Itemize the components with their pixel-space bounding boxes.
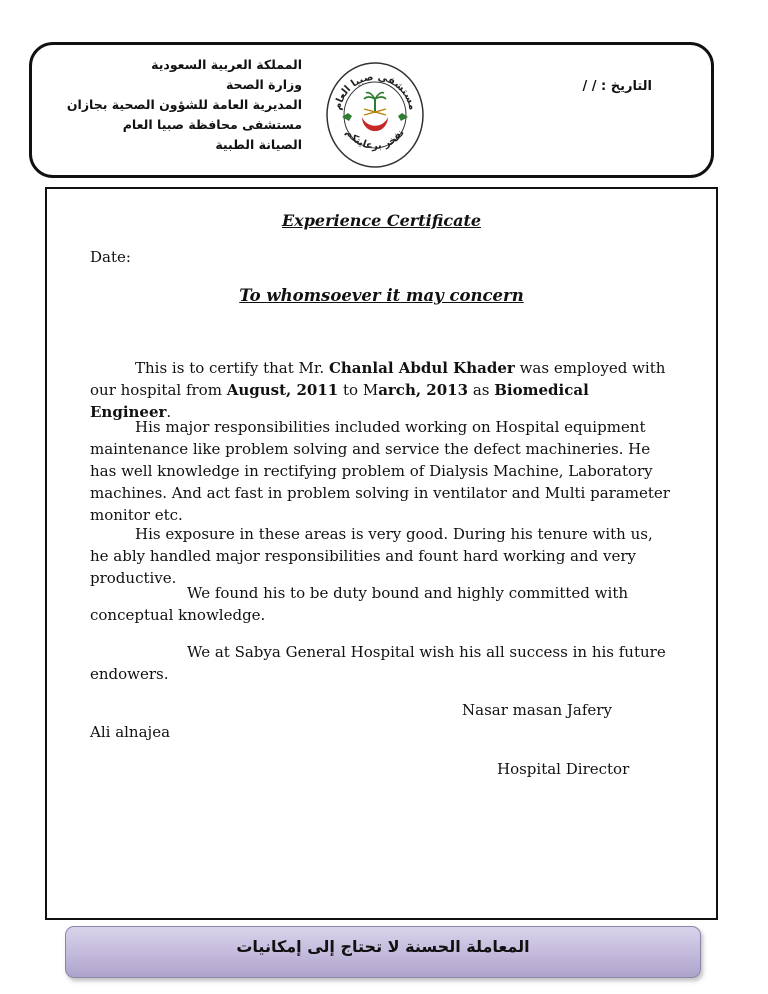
p1-text-c: to M (338, 381, 379, 399)
paragraph-exposure: His exposure in these areas is very good. During his tenure with us, he ably handled major responsibilities and fount hard working and very productive. (90, 525, 653, 587)
p1-text-b: was employed with our hospital from (90, 359, 666, 399)
paragraph-commitment: We found his to be duty bound and highly committed with conceptual knowledge. (90, 584, 629, 624)
date-label: Date: (90, 248, 131, 266)
footer-slogan: المعاملة الحسنة لا تحتاج إلى إمكانيات (236, 937, 530, 956)
letterhead-arabic-text (52, 55, 302, 155)
p1-text-e: . (166, 403, 172, 421)
letterhead-line-hospital: مستشفى محافظة صبيا العام (122, 117, 302, 132)
signatory-name: Nasar masan Jafery (462, 701, 612, 719)
letterhead-line-directorate: المديرية العامة للشؤون الصحية بجازان (66, 97, 302, 112)
letterhead-line-ministry: وزارة الصحة (225, 77, 302, 92)
p1-text-a: This is to certify that Mr. (135, 359, 329, 377)
employee-name: Chanlal Abdul Khader (328, 359, 515, 377)
paragraph-wishes: We at Sabya General Hospital wish his all success in his future endowers. (90, 643, 666, 683)
p1-text-d: as (468, 381, 495, 399)
letterhead-line-department: الصيانة الطبية (215, 137, 302, 152)
certificate-title: Experience Certificate (281, 211, 482, 230)
hospital-logo (324, 55, 426, 169)
right-leaf-icon (398, 113, 408, 121)
letterhead (29, 42, 714, 178)
certificate-body (45, 187, 718, 920)
logo-top-lettering: مستشفى صبيا العام (332, 71, 418, 112)
employment-end-date: arch, 2013 (378, 381, 469, 399)
logo-bottom-lettering: نفخر برعايتكم (343, 127, 407, 152)
letterhead-line-country: المملكة العربية السعودية (151, 57, 302, 72)
signatory-title: Hospital Director (497, 760, 630, 778)
paragraph-employment (90, 357, 675, 423)
paragraph-responsibilities: His major responsibilities included working on Hospital equipment maintenance like problem solving and service the defect machineries. He has well knowledge in rectifying problem of Dialysis Machine, Laboratory machines. And act fast in problem solving in ventilator and Multi parameter monitor etc. (90, 418, 670, 524)
left-leaf-icon (342, 113, 352, 121)
arabic-date-field: التاريخ : / / (582, 79, 652, 94)
employment-start-date: August, 2011 (226, 381, 339, 399)
salutation: To whomsoever it may concern (239, 286, 524, 305)
footer-banner (65, 926, 701, 978)
job-role: Biomedical Engineer (90, 381, 589, 421)
signatory-left-name: Ali alnajea (90, 723, 171, 741)
red-crescent-icon (362, 117, 388, 131)
